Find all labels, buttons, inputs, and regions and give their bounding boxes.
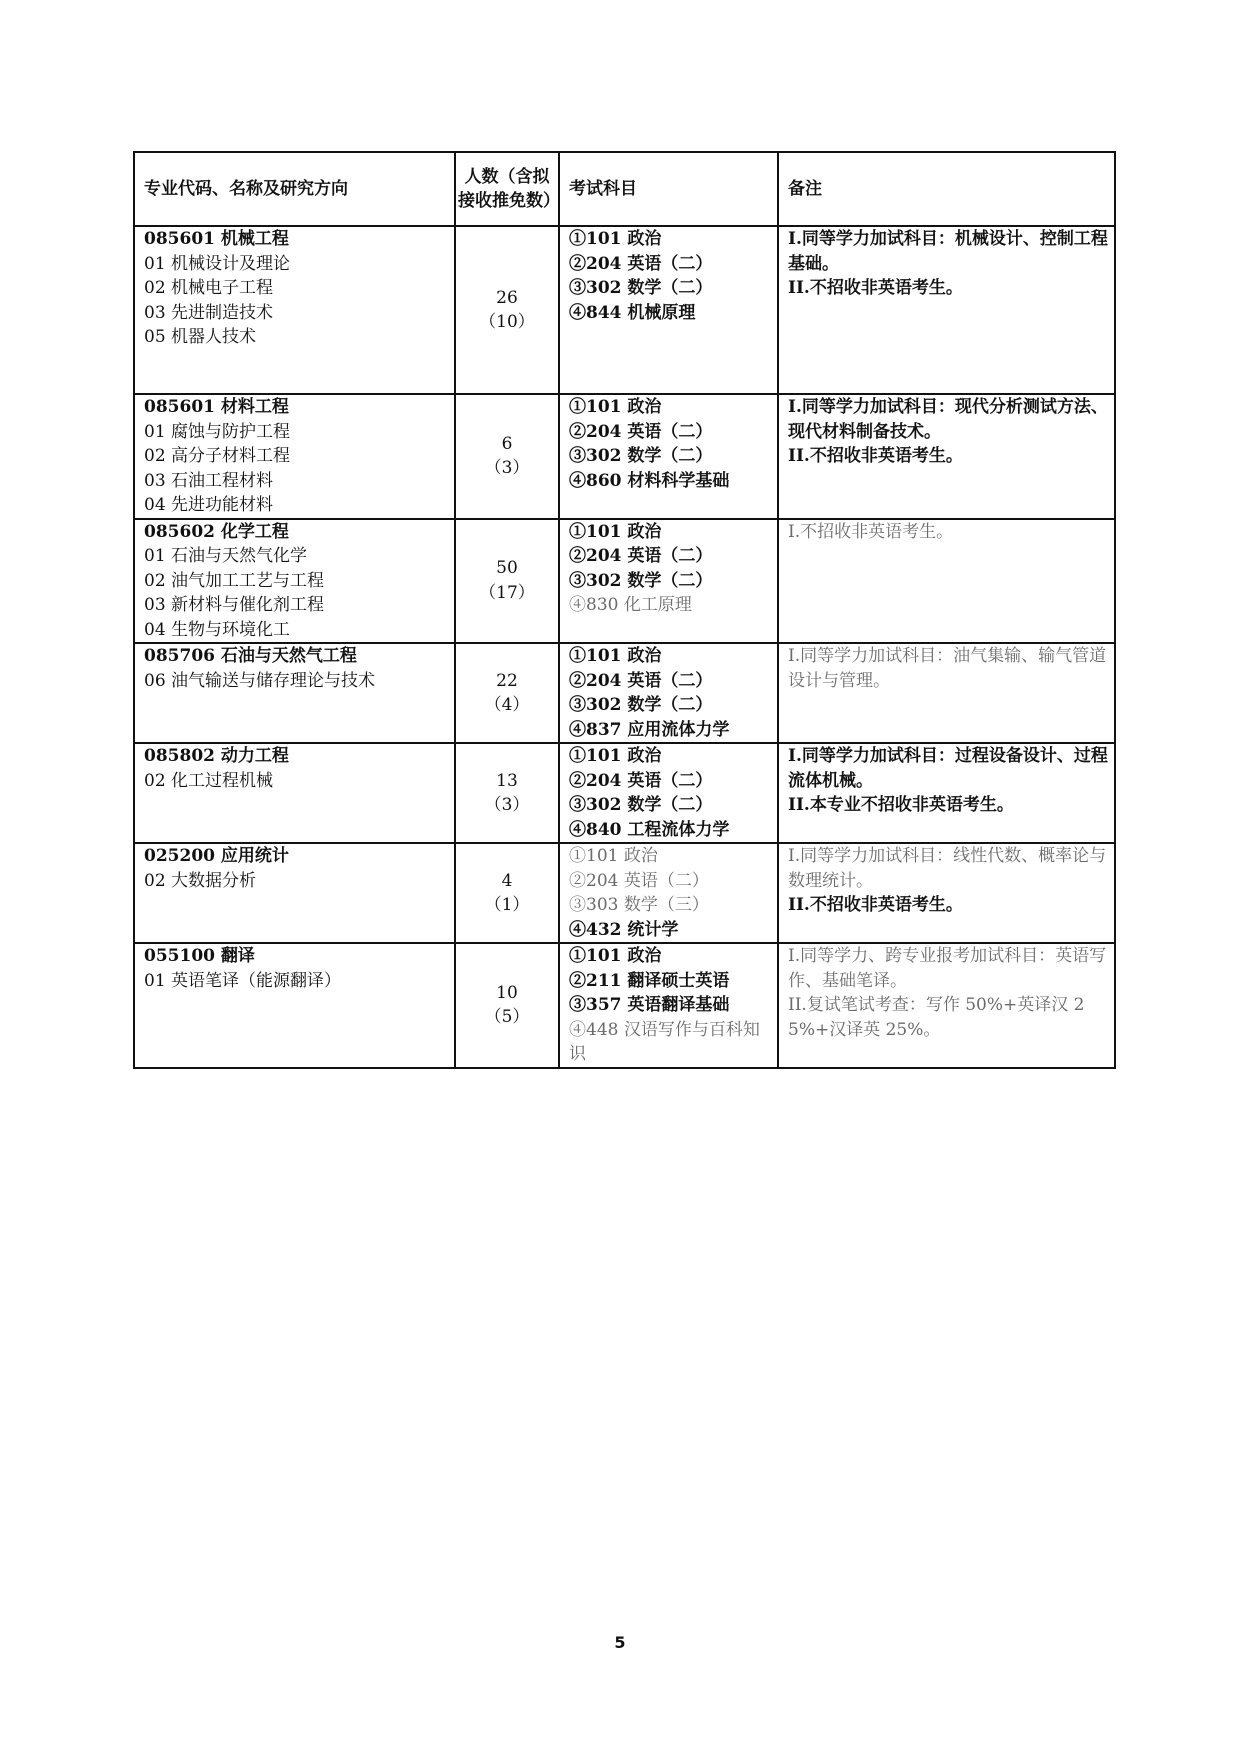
recommended-count: （3）: [484, 795, 530, 815]
count-cell: [455, 643, 559, 743]
major-cell: [134, 226, 455, 394]
note-text: I.同等学力加试科目：现代分析测试方法、现代材料制备技术。: [788, 397, 1108, 442]
exam-subject: ④840 工程流体力学: [569, 819, 730, 840]
exam-subject: ①101 政治: [569, 646, 662, 666]
research-direction: 04 生物与环境化工: [144, 619, 291, 640]
note-text: I.同等学力加试科目：油气集输、输气管道设计与管理。: [788, 646, 1107, 691]
page-number: 5: [614, 1633, 626, 1652]
major-code-name: 085706 石油与天然气工程: [144, 646, 357, 666]
note-text: I.同等学力加试科目：过程设备设计、过程流体机械。: [788, 746, 1108, 791]
notes-cell: [778, 394, 1115, 519]
header-row: [134, 152, 1115, 226]
exam-subject: ②204 英语（二）: [569, 546, 713, 566]
table-row: [134, 643, 1115, 743]
exam-subject: ③357 英语翻译基础: [569, 995, 730, 1015]
table-row: [134, 394, 1115, 519]
exam-subject: ④448 汉语写作与百科知识: [569, 1019, 760, 1064]
research-direction: 06 油气输送与储存理论与技术: [144, 670, 376, 691]
exams-cell: [559, 843, 778, 943]
major-cell: [134, 519, 455, 644]
recommended-count: （17）: [479, 582, 535, 603]
major-code-name: 085601 材料工程: [144, 397, 289, 417]
enrollment-count: 6: [501, 433, 513, 454]
research-direction: 02 大数据分析: [144, 870, 257, 891]
exams-cell: [559, 226, 778, 394]
header-exams: 考试科目: [559, 152, 778, 226]
research-direction: 02 化工过程机械: [144, 770, 274, 791]
exam-subject: ①101 政治: [569, 397, 662, 417]
header-count: 人数（含拟接收推免数）: [455, 152, 559, 226]
enrollment-count: 4: [501, 870, 513, 891]
recommended-count: （3）: [484, 458, 530, 479]
major-code-name: 085601 机械工程: [144, 229, 289, 249]
note-text: II.复试笔试考查：写作 50%+英译汉 25%+汉译英 25%。: [788, 995, 1085, 1040]
exam-subject: ③303 数学（三）: [569, 895, 709, 915]
exams-cell: [559, 943, 778, 1068]
exam-subject: ④844 机械原理: [569, 302, 696, 323]
notes-cell: [778, 519, 1115, 644]
notes-cell: [778, 943, 1115, 1068]
enrollment-count: 13: [496, 770, 518, 791]
major-code-name: 055100 翻译: [144, 946, 255, 966]
exam-subject: ④432 统计学: [569, 919, 679, 940]
count-cell: [455, 943, 559, 1068]
major-code-name: 085602 化学工程: [144, 521, 289, 542]
exam-subject: ①101 政治: [569, 846, 658, 866]
count-cell: [455, 519, 559, 644]
recommended-count: （5）: [484, 1007, 530, 1028]
research-direction: 01 腐蚀与防护工程: [144, 421, 291, 442]
major-cell: [134, 943, 455, 1068]
exam-subject: ③302 数学（二）: [569, 446, 713, 466]
table-row: [134, 843, 1115, 943]
admissions-table: [133, 151, 1116, 1069]
notes-cell: [778, 643, 1115, 743]
recommended-count: （4）: [484, 695, 530, 715]
exam-subject: ②204 英语（二）: [569, 670, 713, 691]
enrollment-count: 50: [496, 558, 518, 579]
exam-subject: ③302 数学（二）: [569, 795, 713, 815]
enrollment-count: 10: [496, 982, 518, 1003]
exam-subject: ④830 化工原理: [569, 595, 692, 615]
research-direction: 02 机械电子工程: [144, 278, 274, 298]
exam-subject: ①101 政治: [569, 946, 662, 966]
enrollment-count: 22: [496, 670, 518, 691]
note-text: I.同等学力加试科目：机械设计、控制工程基础。: [788, 229, 1108, 274]
exams-cell: [559, 743, 778, 843]
exams-cell: [559, 519, 778, 644]
count-cell: [455, 743, 559, 843]
research-direction: 02 油气加工工艺与工程: [144, 570, 325, 591]
research-direction: 03 石油工程材料: [144, 470, 274, 491]
major-code-name: 025200 应用统计: [144, 846, 289, 866]
exam-subject: ①101 政治: [569, 746, 662, 766]
exam-subject: ④860 材料科学基础: [569, 470, 730, 491]
table-row: [134, 519, 1115, 644]
exam-subject: ④837 应用流体力学: [569, 719, 730, 740]
note-text: II.不招收非英语考生。: [788, 895, 963, 915]
recommended-count: （1）: [484, 895, 530, 915]
table-row: [134, 743, 1115, 843]
count-cell: [455, 843, 559, 943]
note-text: II.不招收非英语考生。: [788, 278, 963, 298]
research-direction: 04 先进功能材料: [144, 495, 274, 515]
research-direction: 01 英语笔译（能源翻译）: [144, 970, 342, 991]
enrollment-count: 26: [496, 287, 518, 308]
exam-subject: ②204 英语（二）: [569, 421, 713, 442]
exam-subject: ②204 英语（二）: [569, 770, 713, 791]
research-direction: 01 石油与天然气化学: [144, 546, 308, 566]
notes-cell: [778, 843, 1115, 943]
exam-subject: ②204 英语（二）: [569, 870, 709, 891]
note-text: I.同等学力加试科目：线性代数、概率论与数理统计。: [788, 846, 1107, 891]
table-row: [134, 943, 1115, 1068]
note-text: I.同等学力、跨专业报考加试科目：英语写作、基础笔译。: [788, 946, 1107, 991]
major-cell: [134, 743, 455, 843]
note-text: I.不招收非英语考生。: [788, 521, 954, 542]
count-cell: [455, 226, 559, 394]
major-cell: [134, 394, 455, 519]
exam-subject: ③302 数学（二）: [569, 695, 713, 715]
research-direction: 01 机械设计及理论: [144, 253, 291, 274]
count-cell: [455, 394, 559, 519]
exams-cell: [559, 643, 778, 743]
research-direction: 03 先进制造技术: [144, 302, 274, 323]
exam-subject: ②211 翻译硕士英语: [569, 970, 730, 991]
exam-subject: ②204 英语（二）: [569, 253, 713, 274]
major-cell: [134, 643, 455, 743]
exam-subject: ①101 政治: [569, 521, 662, 542]
header-major: 专业代码、名称及研究方向: [134, 152, 455, 226]
research-direction: 02 高分子材料工程: [144, 446, 291, 466]
exam-subject: ①101 政治: [569, 229, 662, 249]
major-cell: [134, 843, 455, 943]
note-text: II.本专业不招收非英语考生。: [788, 795, 1014, 815]
note-text: II.不招收非英语考生。: [788, 446, 963, 466]
exam-subject: ③302 数学（二）: [569, 570, 713, 591]
notes-cell: [778, 743, 1115, 843]
exams-cell: [559, 394, 778, 519]
table-body: [134, 226, 1115, 1068]
exam-subject: ③302 数学（二）: [569, 278, 713, 298]
header-notes: 备注: [778, 152, 1115, 226]
research-direction: 03 新材料与催化剂工程: [144, 595, 325, 615]
notes-cell: [778, 226, 1115, 394]
research-direction: 05 机器人技术: [144, 327, 257, 347]
major-code-name: 085802 动力工程: [144, 746, 289, 766]
table-row: [134, 226, 1115, 394]
recommended-count: （10）: [479, 312, 535, 332]
